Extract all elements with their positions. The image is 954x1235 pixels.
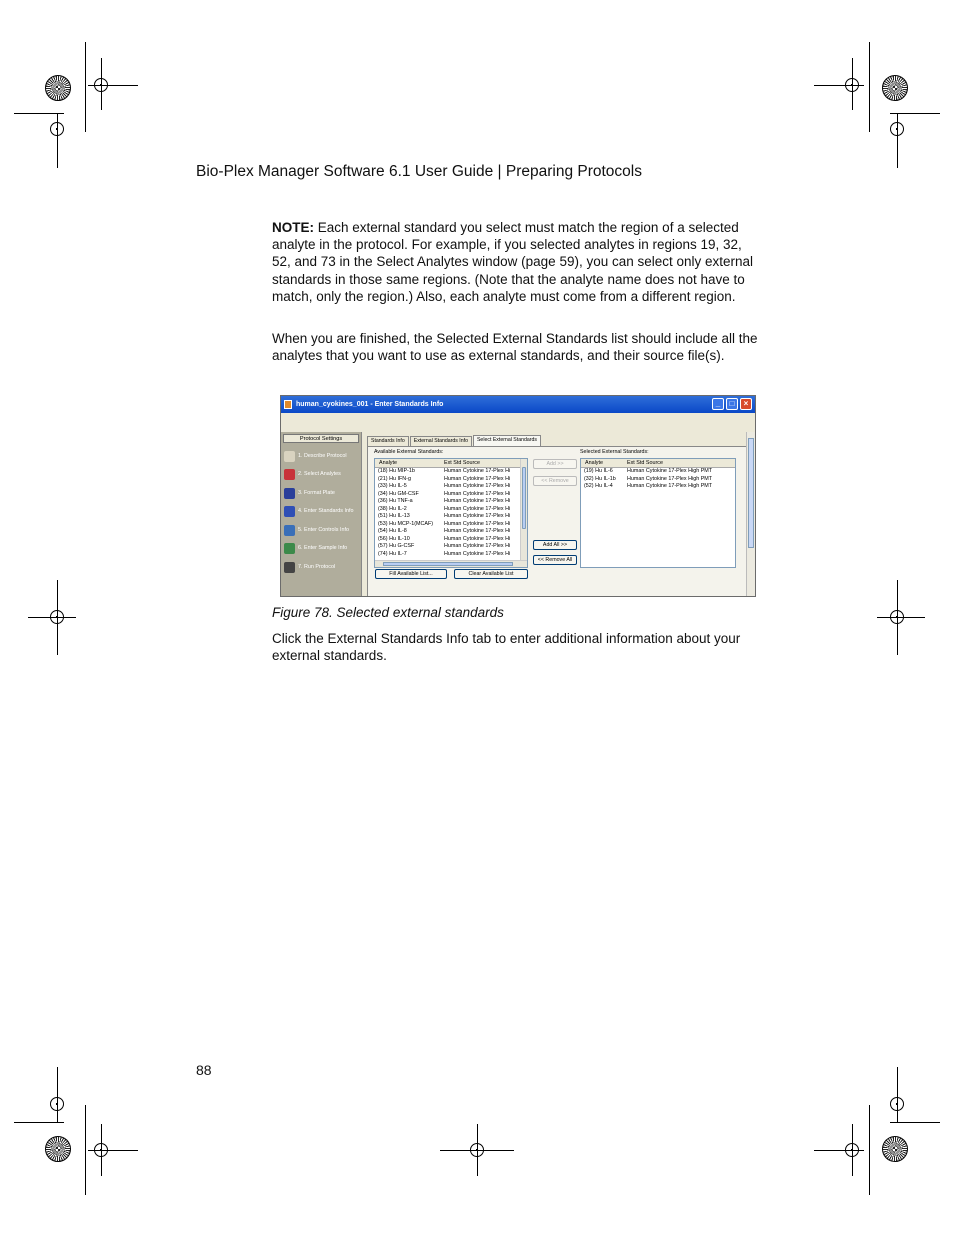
tab-select-external-standards[interactable]: Select External Standards [473,435,541,446]
analyte-cell: (32) Hu IL-1b [584,475,616,482]
source-cell: Human Cytokine 17-Plex Hi [444,490,511,497]
controls-icon [284,525,295,536]
column-header-analyte[interactable]: Analyte [379,460,397,466]
source-cell: Human Cytokine 17-Plex Hi [444,483,511,489]
source-cell: Human Cytokine 17-Plex Hi [444,528,511,534]
figure-screenshot [280,395,756,597]
available-standards-list[interactable] [374,458,528,568]
tab-standards-info[interactable]: Standards Info [367,436,409,446]
add-button[interactable]: Add >> [533,459,577,469]
table-row[interactable] [581,476,735,484]
sidebar-step-select-analytes[interactable] [281,466,361,485]
table-row[interactable] [581,468,735,476]
table-row[interactable] [375,483,527,491]
sidebar-step-enter-sample-info[interactable] [281,540,361,559]
analyte-cell: (53) Hu MCP-1(MCAF) [378,520,434,527]
window-titlebar [281,396,755,413]
step-label: 7. Run Protocol [298,563,336,570]
select-analytes-icon [284,469,295,480]
source-cell: Human Cytokine 17-Plex Hi [444,505,511,512]
sidebar-title: Protocol Settings [283,434,359,443]
table-row[interactable] [375,521,527,529]
sidebar-step-describe-protocol[interactable] [281,447,361,466]
note-label: NOTE: [272,220,314,235]
step-label: 3. Format Plate [298,489,335,496]
note-text: Each external standard you select must match the region of a selected analyte in the protocol. For example, if you selected analytes in regions 19, 32, 52, and 73 in the Select Analytes window (page 59), you can select only external standards in those same regions. (Note that the analyte name does not have to match, only the region.) Also, each analyte must come from a different region. [272,220,754,304]
source-cell: Human Cytokine 17-Plex Hi [444,535,511,542]
selected-standards-list[interactable] [580,458,736,568]
table-row[interactable] [375,551,527,559]
column-header-analyte[interactable]: Analyte [585,460,603,466]
source-cell: Human Cytokine 17-Plex Hi [444,550,511,557]
page-header: Bio-Plex Manager Software 6.1 User Guide | Preparing Protocols [196,163,642,180]
available-vertical-scrollbar[interactable] [520,459,527,560]
selected-list-header [581,459,735,468]
analyte-cell: (51) Hu IL-13 [378,513,410,519]
sample-icon [284,543,295,554]
table-row[interactable] [375,491,527,499]
table-row[interactable] [375,506,527,514]
analyte-cell: (18) Hu MIP-1b [378,468,415,474]
analyte-cell: (19) Hu IL-6 [584,468,613,474]
column-header-ext-std-source[interactable]: Ext Std Source [444,460,480,466]
source-cell: Human Cytokine 17-Plex Hi [444,498,511,504]
table-row[interactable] [375,536,527,544]
source-cell: Human Cytokine 17-Plex High PMT [627,468,713,474]
app-icon [284,400,292,409]
available-list-header [375,459,527,468]
source-cell: Human Cytokine 17-Plex Hi [444,543,511,549]
run-protocol-icon [284,562,295,573]
figure-caption: Figure 78. Selected external standards [272,605,504,620]
analyte-cell: (56) Hu IL-10 [378,535,410,542]
window-title: human_cyokines_001 - Enter Standards Info [296,400,444,408]
table-row[interactable] [581,483,735,491]
step-label: 5. Enter Controls Info [298,526,349,533]
describe-protocol-icon [284,451,295,462]
clear-available-list-button[interactable]: Clear Available List [454,569,528,579]
table-row[interactable] [375,468,527,476]
sidebar-step-run-protocol[interactable] [281,558,361,577]
selected-standards-label: Selected External Standards: [580,449,649,455]
available-horizontal-scrollbar[interactable] [375,560,527,567]
table-row[interactable] [375,543,527,551]
analyte-cell: (57) Hu G-CSF [378,543,415,549]
step-label: 2. Select Analytes [298,471,341,477]
click-paragraph: Click the External Standards Info tab to enter additional information about your external standards. [272,631,741,664]
analyte-cell: (38) Hu IL-2 [378,505,407,512]
available-rows [375,468,527,558]
fill-available-list-button[interactable]: Fill Available List... [375,569,447,579]
page-number: 88 [196,1062,212,1078]
tab-external-standards-info[interactable]: External Standards Info [410,436,472,446]
sidebar-step-enter-standards-info[interactable] [281,503,361,522]
sidebar-step-format-plate[interactable] [281,484,361,503]
step-label: 6. Enter Sample Info [298,545,348,551]
close-button[interactable]: × [740,398,752,410]
table-row[interactable] [375,498,527,506]
scroll-thumb[interactable] [748,438,754,548]
window-vertical-scrollbar[interactable] [746,432,755,597]
standards-icon [284,506,295,517]
source-cell: Human Cytokine 17-Plex Hi [444,520,511,527]
finished-paragraph: When you are finished, the Selected External Standards list should include all the analytes that you want to use as external standards, and their source file(s). [272,331,758,364]
source-cell: Human Cytokine 17-Plex Hi [444,513,511,519]
analyte-cell: (74) Hu IL-7 [378,550,407,557]
minimize-button[interactable]: _ [712,398,724,410]
analyte-cell: (36) Hu TNF-a [378,498,413,504]
select-external-standards-panel [367,446,755,597]
analyte-cell: (33) Hu IL-5 [378,483,407,489]
protocol-settings-sidebar [281,432,362,597]
table-row[interactable] [375,513,527,521]
note-paragraph [272,219,758,305]
column-header-ext-std-source[interactable]: Ext Std Source [627,460,663,466]
source-cell: Human Cytokine 17-Plex Hi [444,468,511,474]
step-label: 1. Describe Protocol [298,452,347,459]
table-row[interactable] [375,476,527,484]
scroll-thumb[interactable] [383,562,513,566]
remove-button[interactable]: << Remove [533,476,577,486]
source-cell: Human Cytokine 17-Plex High PMT [627,475,713,482]
table-row[interactable] [375,528,527,536]
sidebar-step-enter-controls-info[interactable] [281,521,361,540]
selected-rows [581,468,735,491]
format-plate-icon [284,488,295,499]
analyte-cell: (21) Hu IFN-g [378,475,411,482]
source-cell: Human Cytokine 17-Plex Hi [444,475,511,482]
available-standards-label: Available External Standards: [374,449,444,455]
analyte-cell: (52) Hu IL-4 [584,483,613,489]
source-cell: Human Cytokine 17-Plex High PMT [627,483,713,489]
remove-all-button[interactable]: << Remove All [533,555,577,565]
add-all-button[interactable]: Add All >> [533,540,577,550]
tab-strip [367,436,542,446]
analyte-cell: (54) Hu IL-8 [378,528,407,534]
analyte-cell: (34) Hu GM-CSF [378,490,419,497]
maximize-button[interactable]: □ [726,398,738,410]
scroll-thumb[interactable] [522,467,526,529]
step-label: 4. Enter Standards Info [298,508,354,514]
